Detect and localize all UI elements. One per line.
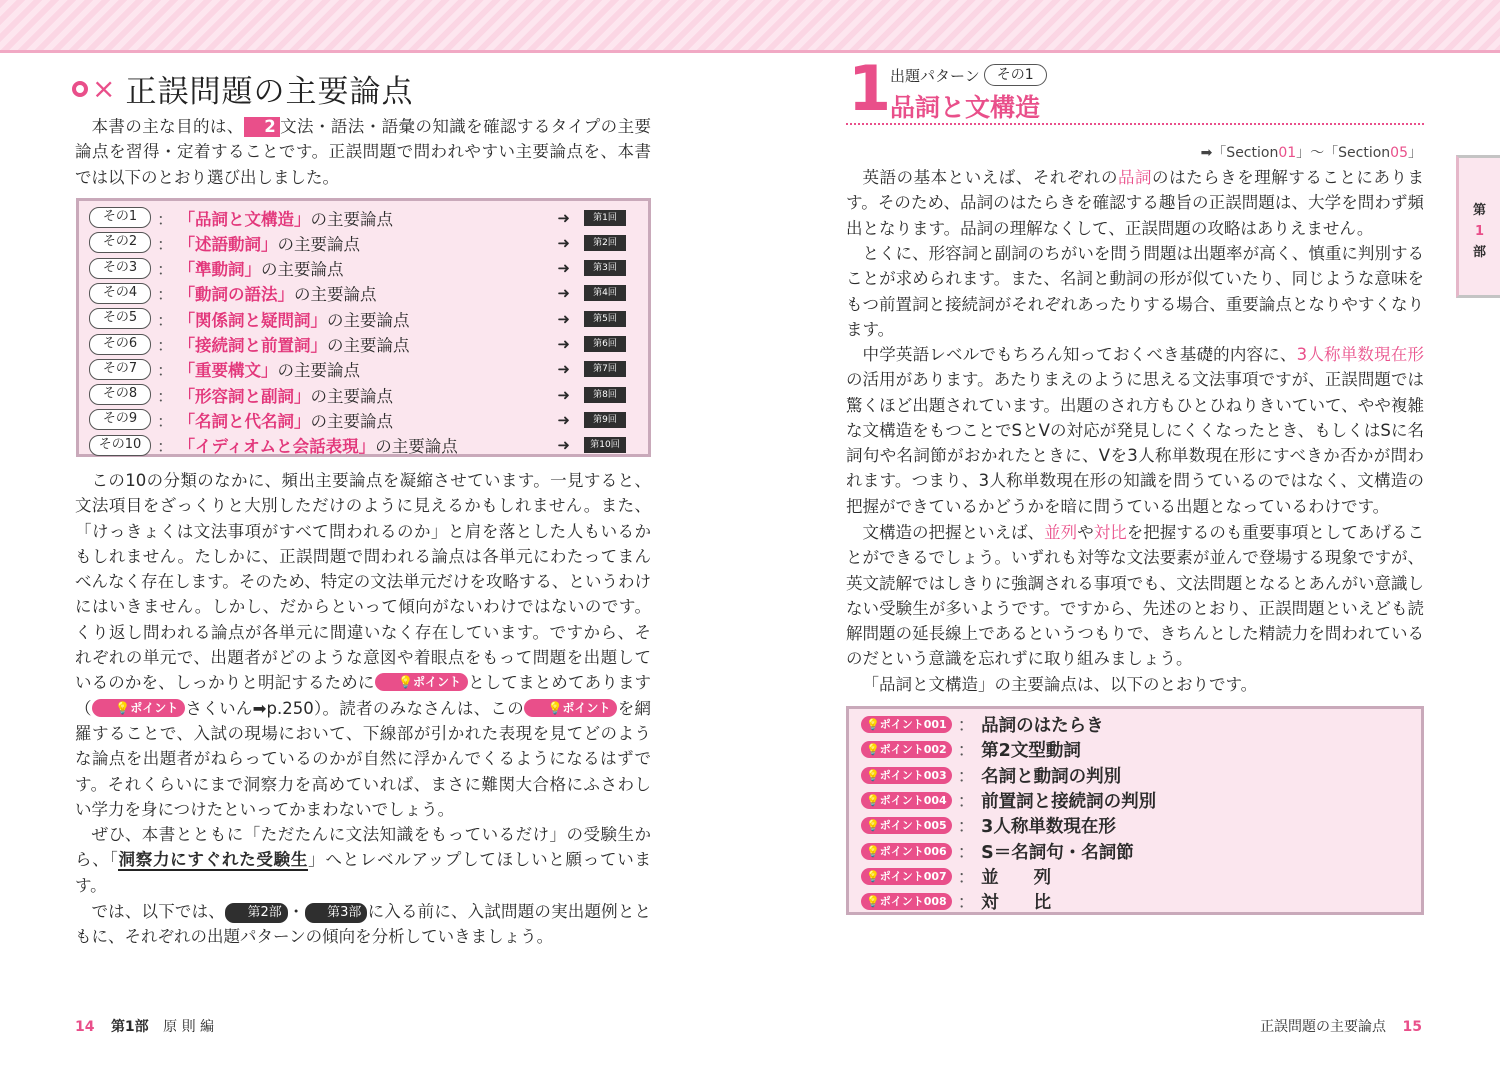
p4-text-mid: や <box>1077 523 1094 542</box>
sono-label: その2 <box>89 232 151 253</box>
lesson-badge: 第3回 <box>584 260 626 276</box>
point-text: 前置詞と接続詞の判別 <box>981 791 1157 812</box>
pattern-subhead <box>890 64 1047 86</box>
top-decorative-band <box>0 0 1500 53</box>
sono-label: その3 <box>89 258 151 279</box>
point-text: 名詞と動詞の判別 <box>981 766 1122 787</box>
lesson-badge: 第2回 <box>584 235 626 251</box>
body1-text-c: さくいん➡p.250）。読者のみなさんは、この <box>185 698 524 718</box>
body1-text-a: この10の分類のなかに、頻出主要論点を凝縮させています。一見すると、文法項目をざっくりと大別しただけのように見えるかもしれません。また、「けっきょくは文法事項がすべて問われるのか」と肩を落とした人もいるかもしれません。たしかに、正誤問題で問われる論点は各単元にわたってまんべんなく存在します。そのため、特定の文法単元だけを攻略する、というわけにはいきません。しかし、だからといって傾向がないわけではないのです。くり返し問われる論点が各単元に間違いなく存在しています。ですから、それぞれの単元で、出題者がどのような意図や着眼点をもって問題を出題しているのかを、しっかりと明記するために <box>75 471 651 693</box>
lesson-badge: 第1回 <box>584 210 626 226</box>
point-row <box>861 788 1411 813</box>
topic-row <box>89 433 640 458</box>
colon: ： <box>957 893 976 914</box>
sono-label: その10 <box>89 435 151 456</box>
footer-part: 第1部 <box>110 1019 149 1035</box>
section-reference <box>1201 142 1422 162</box>
arrow-right-icon: ➜ <box>557 385 570 404</box>
right-paragraph-1 <box>846 165 1424 241</box>
lesson-badge: 第10回 <box>584 437 626 453</box>
arrow-right-icon: ➜ <box>557 436 570 455</box>
point-chip: 💡ポイント <box>92 699 185 717</box>
p4-text-a: 文構造の把握といえば、 <box>862 523 1045 542</box>
colon: ： <box>157 336 174 355</box>
p3-text-a: 中学英語レベルでもちろん知っておくべき基礎的内容に、 <box>862 345 1297 364</box>
body2-text-b: 」へとレベルアップしてほしいと願っています。 <box>75 850 651 895</box>
ref-num: 01 <box>1278 145 1297 161</box>
topic-row <box>89 407 640 432</box>
point-chip: 💡ポイント <box>375 673 468 691</box>
lesson-badge: 第9回 <box>584 412 626 428</box>
topic-name: 「形容詞と副詞」 <box>178 386 311 406</box>
dotted-divider <box>846 123 1424 125</box>
arrow-right-icon: ➜ <box>557 309 570 328</box>
topic-suffix: の主要論点 <box>310 386 393 406</box>
topic-name: 「準動詞」 <box>178 260 261 280</box>
topic-suffix: の主要論点 <box>261 260 344 280</box>
point-text: 並 列 <box>981 867 1052 888</box>
topic-row <box>89 382 640 407</box>
ref-text-c: 」 <box>1408 145 1422 161</box>
body3-text-a: では、以下では、 <box>91 902 225 921</box>
colon: ： <box>957 842 976 863</box>
colon: ： <box>157 310 174 330</box>
circle-mark-icon <box>72 81 88 97</box>
arrow-right-icon: ➜ <box>557 360 570 379</box>
topic-name: 「重要構文」 <box>178 361 278 381</box>
colon: ： <box>957 817 976 838</box>
lesson-badge: 第6回 <box>584 336 626 352</box>
p3-text-b: の活用があります。あたりまえのように思える文法事項ですが、正誤問題では驚くほど出題されています。出題のされ方もひとひねりきいていて、やや複雑な文構造をもつことでSとVの対応が発見しにくくなったとき、もしくはSに名詞句や名詞節がおかれたときに、Vを3人称単数現在形にすべきか否かが問われます。つまり、3人称単数現在形の知識を問うているのではなく、文構造の把握ができているかどうかを暗に問うている出題となっているわけです。 <box>846 370 1424 516</box>
points-list-box <box>846 706 1424 915</box>
topic-suffix: の主要論点 <box>327 336 410 355</box>
topic-row <box>89 230 640 255</box>
footer-title: 正誤問題の主要論点 <box>1260 1019 1387 1035</box>
topic-suffix: の主要論点 <box>327 310 410 330</box>
topics-list-box <box>76 198 651 457</box>
point-row <box>861 737 1411 762</box>
colon: ： <box>157 260 174 280</box>
left-page-heading <box>72 66 413 111</box>
page-number: 14 <box>75 1019 95 1035</box>
topic-row <box>89 332 640 357</box>
footer-section: 原 則 編 <box>163 1019 215 1035</box>
sono-label: その1 <box>89 207 151 228</box>
right-paragraph-4 <box>846 520 1424 672</box>
arrow-right-icon: ➜ <box>557 259 570 278</box>
left-page <box>0 50 740 1067</box>
lesson-badge: 第5回 <box>584 311 626 327</box>
body2-text-a: ぜひ、本書とともに「ただたんに文法知識をもっているだけ」の受験生から、「 <box>75 825 651 870</box>
part-chip: 第2部 <box>225 903 288 923</box>
topic-suffix: の主要論点 <box>375 437 458 457</box>
lesson-badge: 第4回 <box>584 285 626 301</box>
topic-suffix: の主要論点 <box>294 285 377 305</box>
topic-name: 「名詞と代名詞」 <box>178 411 311 431</box>
sono-label: その6 <box>89 334 151 355</box>
topic-name: 「関係詞と疑問詞」 <box>178 310 327 330</box>
pattern-number: 1 <box>848 52 892 125</box>
part-number-badge: 2 <box>244 117 280 137</box>
ref-text-b: 」〜「Section <box>1296 145 1391 161</box>
right-paragraph-3 <box>846 342 1424 519</box>
colon: ： <box>157 361 174 381</box>
topic-row <box>89 256 640 281</box>
separator-dot: ・ <box>287 902 305 921</box>
right-page-title: 品詞と文構造 <box>890 93 1041 122</box>
right-paragraph-2: とくに、形容詞と副詞のちがいを問う問題は出題率が高く、慎重に判別することが求められます。また、名詞と動詞の形が似ていたり、同じような意味をもつ前置詞と接続詞がそれぞれあったりする場合、重要論点となりやすくなります。 <box>846 244 1424 339</box>
point-chip: 💡ポイント002 <box>861 741 952 758</box>
point-chip: 💡ポイント005 <box>861 817 952 834</box>
sono-label: その9 <box>89 409 151 430</box>
highlight-term: 品詞 <box>1117 168 1153 187</box>
point-row <box>861 864 1411 889</box>
point-row <box>861 839 1411 864</box>
topic-name: 「接続詞と前置詞」 <box>178 336 327 355</box>
point-row <box>861 712 1411 737</box>
arrow-right-icon: ➜ <box>557 410 570 429</box>
colon: ： <box>957 741 976 762</box>
colon: ： <box>157 285 174 305</box>
sono-label: その7 <box>89 359 151 380</box>
body1-text-b: としてまとめてあります（ <box>75 673 652 718</box>
colon: ： <box>957 716 976 736</box>
arrow-right-icon: ➜ <box>557 208 570 227</box>
p1-text-b: のはたらきを理解することにあります。そのため、品詞のはたらきを確認する趣旨の正誤問題は、大学を問わず頻出となります。品詞の理解なくして、正誤問題の攻略はありえません。 <box>846 168 1424 238</box>
point-chip: 💡ポイント008 <box>861 893 952 910</box>
topic-name: 「品詞と文構造」 <box>178 209 311 229</box>
body-paragraph-3 <box>75 899 651 950</box>
colon: ： <box>157 209 174 229</box>
cross-mark-icon: × <box>92 71 116 105</box>
point-text: 3人称単数現在形 <box>981 817 1116 838</box>
topic-row <box>89 281 640 306</box>
p1-text-a: 英語の基本といえば、それぞれの <box>862 168 1118 187</box>
point-chip: 💡ポイント007 <box>861 868 952 885</box>
intro-text-b: 文法・語法・語彙の知識を確認するタイプの主要論点を習得・定着することです。正誤問題で問われやすい主要論点を、本書では以下のとおり選び出しました。 <box>75 117 651 187</box>
topic-suffix: の主要論点 <box>277 361 360 381</box>
highlight-term: 並列 <box>1044 523 1078 542</box>
left-page-title: 正誤問題の主要論点 <box>125 74 414 110</box>
colon: ： <box>157 234 174 254</box>
point-row <box>861 889 1411 914</box>
sono-label: その5 <box>89 308 151 329</box>
highlight-term: 対比 <box>1093 523 1127 542</box>
colon: ： <box>957 791 976 812</box>
pattern-label: 出題パターン <box>890 66 980 85</box>
side-tab-number: 1 <box>1474 224 1485 239</box>
highlight-term: 3人称単数現在形 <box>1296 345 1425 364</box>
intro-paragraph <box>75 114 651 190</box>
point-row <box>861 813 1411 838</box>
sono-label: その1 <box>984 64 1047 86</box>
topic-name: 「述語動詞」 <box>178 234 278 254</box>
left-footer <box>75 1016 214 1036</box>
colon: ： <box>957 766 976 787</box>
colon: ： <box>957 867 976 888</box>
sono-label: その8 <box>89 384 151 405</box>
right-page <box>760 50 1500 1067</box>
part-chip: 第3部 <box>305 903 368 923</box>
point-text: 対 比 <box>981 893 1052 914</box>
topic-row <box>89 357 640 382</box>
ref-num: 05 <box>1390 145 1408 161</box>
body-paragraph-2 <box>75 822 651 898</box>
body1-text-d: を網羅することで、入試の現場において、下線部が引かれた表現を見てどのような論点を出題者がねらっているのかが自然に浮かんでくるようになるはずです。それくらいにまで洞察力を高めていれば、まさに難関大合格にふさわしい学力を身につけたといってかまわないでしょう。 <box>75 698 652 819</box>
topic-name: 「動詞の語法」 <box>178 285 294 305</box>
point-chip: 💡ポイント004 <box>861 792 952 809</box>
topic-name: 「イディオムと会話表現」 <box>178 437 376 457</box>
part-side-tab <box>1456 155 1500 298</box>
arrow-right-icon: ➜ <box>557 233 570 252</box>
right-paragraph-5: 「品詞と文構造」の主要論点は、以下のとおりです。 <box>862 675 1258 694</box>
sono-label: その4 <box>89 283 151 304</box>
ref-text-a: ➡「Section <box>1200 145 1279 161</box>
topic-row <box>89 205 640 230</box>
lesson-badge: 第8回 <box>584 387 626 403</box>
arrow-right-icon: ➜ <box>557 284 570 303</box>
point-text: 第2文型動詞 <box>981 741 1081 762</box>
point-row <box>861 763 1411 788</box>
point-text: S＝名詞句・名詞節 <box>981 842 1134 863</box>
point-chip: 💡ポイント006 <box>861 843 952 860</box>
side-tab-text: 部 <box>1472 245 1486 260</box>
intro-text-a: 本書の主な目的は、 <box>91 117 244 136</box>
topic-suffix: の主要論点 <box>310 209 393 229</box>
colon: ： <box>157 411 174 431</box>
arrow-right-icon: ➜ <box>557 335 570 353</box>
point-chip: 💡ポイント003 <box>861 767 952 784</box>
topic-row <box>89 306 640 331</box>
emphasis-text: 洞察力にすぐれた受験生 <box>118 850 309 870</box>
right-footer <box>1260 1016 1422 1036</box>
page-number: 15 <box>1402 1019 1422 1035</box>
lesson-badge: 第7回 <box>584 361 626 377</box>
body-paragraph-1 <box>75 468 651 822</box>
colon: ： <box>157 386 174 406</box>
topic-suffix: の主要論点 <box>277 234 360 254</box>
point-text: 品詞のはたらき <box>981 716 1104 736</box>
point-chip: 💡ポイント <box>524 699 617 717</box>
colon: ： <box>157 437 174 457</box>
p4-text-b: を把握するのも重要事項としてあげることができるでしょう。いずれも対等な文法要素が並んで登場する現象ですが、英文読解ではしきりに強調される事項でも、文法問題となるとあんがい意識しない受験生が多いようです。ですから、先述のとおり、正誤問題といえども読解問題の延長線上であるというつもりで、きちんとした精読力を問われているのだという意識を忘れずに取り組みましょう。 <box>846 523 1425 669</box>
side-tab-text: 第 <box>1472 203 1486 218</box>
topic-suffix: の主要論点 <box>310 411 393 431</box>
point-chip: 💡ポイント001 <box>861 716 952 733</box>
body3-text-b: に入る前に、入試問題の実出題例とともに、それぞれの出題パターンの傾向を分析していきましょう。 <box>75 902 652 947</box>
